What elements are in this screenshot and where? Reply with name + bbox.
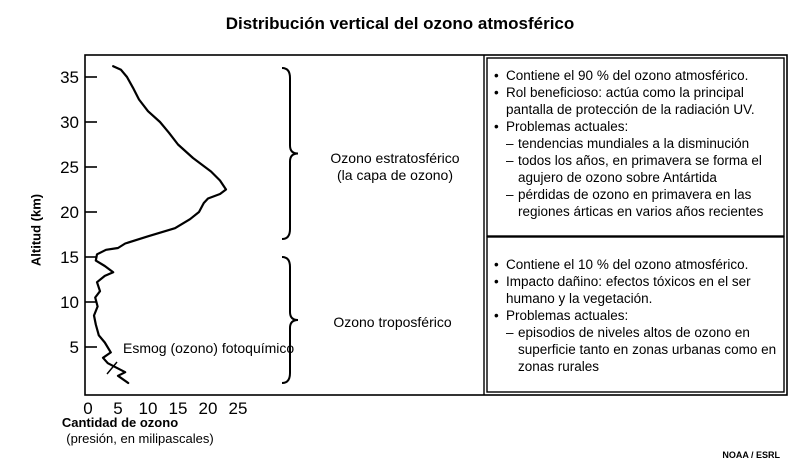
stratosphere-text	[494, 67, 778, 220]
troposphere-bullet-2: • Problemas actuales:	[494, 307, 778, 324]
y-tick-label-15: 15	[60, 248, 79, 267]
x-tick-label-25: 25	[228, 399, 248, 418]
chart-title: Distribución vertical del ozono atmosférico	[225, 14, 575, 33]
x-tick-label-20: 20	[198, 399, 218, 418]
stratosphere-bullet-5: – pérdidas de ozono en primavera en las regiones árticas en varios años recientes	[494, 186, 778, 220]
troposphere-bullet-1: • Impacto dañino: efectos tóxicos en el ser humano y la vegetación.	[494, 273, 778, 307]
x-tick-label-0: 0	[83, 399, 93, 418]
y-tick-label-25: 25	[60, 158, 79, 177]
stratosphere-bullet-0: • Contiene el 90 % del ozono atmosférico.	[494, 67, 778, 84]
ozone-profile-line	[94, 66, 226, 383]
troposphere-bullet-0: • Contiene el 10 % del ozono atmosférico.	[494, 256, 778, 273]
x-tick-label-5: 5	[113, 399, 123, 418]
y-tick-label-5: 5	[69, 338, 79, 357]
y-tick-label-20: 20	[60, 203, 79, 222]
x-axis-label: Cantidad de ozono	[61, 415, 179, 430]
troposphere-bullet-3: – episodios de niveles altos de ozono en superficie tanto en zonas urbanas como en zonas rurales	[494, 324, 778, 375]
troposphere-label	[300, 314, 485, 331]
stratosphere-bullet-3: – tendencias mundiales a la disminución	[494, 135, 778, 152]
stratosphere-bullet-4: – todos los años, en primavera se forma el agujero de ozono sobre Antártida	[494, 152, 778, 186]
x-tick-label-10: 10	[138, 399, 158, 418]
stratosphere-brace	[282, 68, 298, 239]
y-tick-label-30: 30	[60, 113, 79, 132]
y-tick-label-10: 10	[60, 293, 79, 312]
x-tick-label-15: 15	[168, 399, 188, 418]
stratosphere-bullets	[494, 67, 778, 220]
stratosphere-label	[300, 150, 490, 184]
y-axis-label: Altitud (km)	[28, 193, 44, 267]
y-tick-label-35: 35	[60, 68, 79, 87]
y-axis-ticks	[60, 68, 97, 357]
troposphere-label-line1: Ozono troposférico	[333, 314, 452, 330]
troposphere-brace	[282, 257, 298, 383]
stratosphere-label-line1: Ozono estratosférico	[330, 150, 460, 166]
troposphere-bullets	[494, 256, 778, 375]
troposphere-text	[494, 256, 778, 375]
stratosphere-bullet-2: • Problemas actuales:	[494, 118, 778, 135]
smog-label: Esmog (ozono) fotoquímico	[123, 340, 295, 356]
stratosphere-label-line2: (la capa de ozono)	[337, 167, 453, 183]
stratosphere-bullet-1: • Rol beneficioso: actúa como la principal pantalla de protección de la radiación UV.	[494, 84, 778, 118]
source-credit: NOAA / ESRL	[722, 450, 780, 460]
x-axis-sublabel: (presión, en milipascales)	[66, 431, 214, 446]
